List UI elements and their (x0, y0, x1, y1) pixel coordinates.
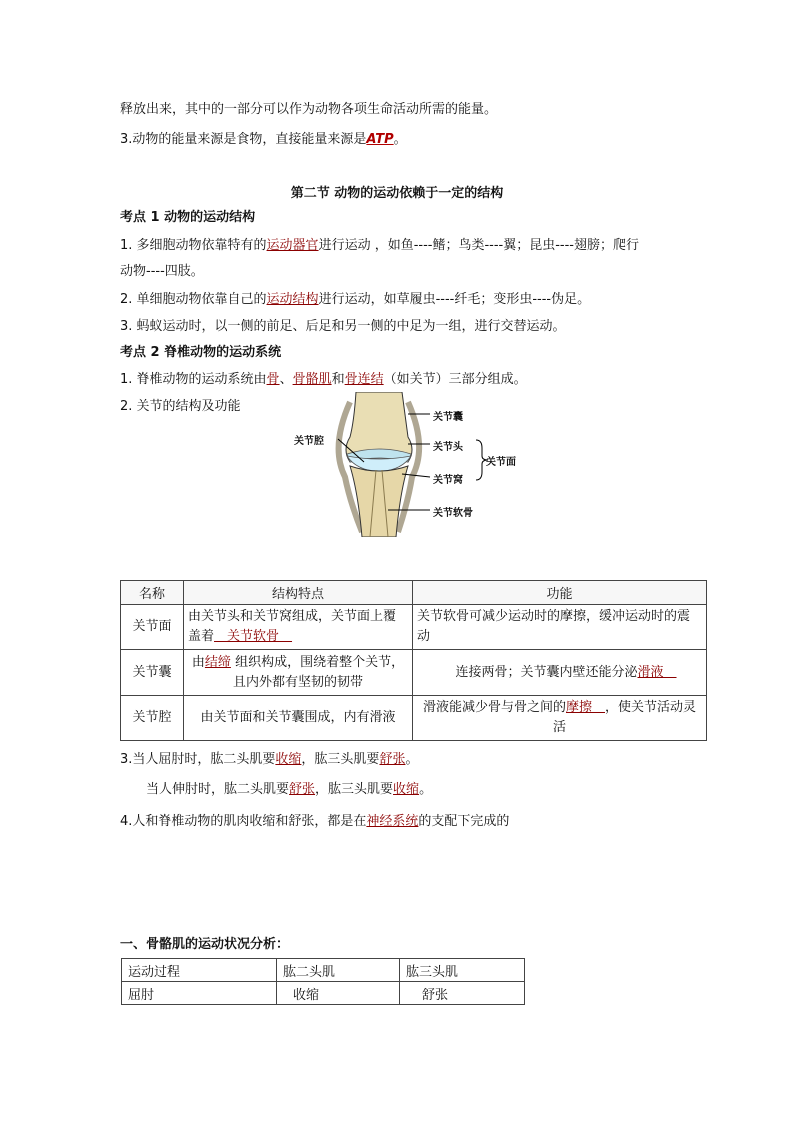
section-title: 第二节 动物的运动依赖于一定的结构 (290, 186, 504, 201)
point1-item1 (120, 236, 639, 256)
keyword-bone-joint: 骨连结 (344, 372, 384, 387)
joint-structure-table (120, 580, 707, 741)
text: 1. 多细胞动物依靠特有的 (120, 238, 267, 253)
keyword-motion-structure: 运动结构 (266, 292, 319, 307)
table-row (121, 696, 707, 741)
intro-line-2 (120, 130, 407, 150)
label-cartilage: 关节软骨 (433, 508, 473, 519)
row-structure (184, 650, 413, 696)
keyword: 舒张 (289, 782, 316, 797)
label-joint-capsule: 关节囊 (433, 412, 463, 423)
analysis-heading: 一、骨骼肌的运动状况分析： (120, 937, 290, 952)
text: （如关节）三部分组成。 (383, 372, 527, 387)
point4-line (120, 812, 509, 832)
text: 2. 单细胞动物依靠自己的 (120, 292, 267, 307)
text: 由关节头和关节窝组成，关节面上覆盖着 (188, 609, 397, 644)
text: 滑液能减少骨与骨之间的 (422, 700, 566, 715)
header-name: 名称 (121, 581, 184, 605)
point2-heading: 考点 2 脊椎动物的运动系统 (120, 345, 282, 360)
joint-diagram (290, 392, 540, 537)
point3-line2 (146, 780, 432, 800)
label-joint-surface: 关节面 (486, 457, 516, 468)
keyword: 收缩 (275, 752, 302, 767)
point1-heading: 考点 1 动物的运动结构 (120, 210, 256, 225)
keyword-connective: 结缔 (204, 654, 231, 670)
keyword: 舒张 (379, 752, 406, 767)
point1-item3: 3. 蚂蚁运动时，以一侧的前足、后足和另一侧的中足为一组，进行交替运动。 (120, 319, 566, 334)
text: 和 (331, 372, 345, 387)
keyword-skeletal-muscle: 骨骼肌 (292, 372, 332, 387)
keyword-motion-organ: 运动器官 (266, 238, 319, 253)
intro-line-1: 释放出来，其中的一部分可以作为动物各项生命活动所需的能量。 (120, 102, 498, 117)
point2-item2: 2. 关节的结构及功能 (120, 399, 241, 414)
header-biceps: 肱二头肌 (277, 959, 400, 982)
text: 进行运动，如草履虫----纤毛；变形虫----伪足。 (318, 292, 591, 307)
text: 、 (279, 372, 293, 387)
point3-line1 (120, 750, 418, 770)
table-header-row (122, 959, 525, 982)
keyword-synovial-fluid: 滑液 (637, 664, 677, 680)
label-joint-cavity: 关节腔 (294, 436, 324, 447)
text: 连接两骨；关节囊内壁还能分泌 (455, 664, 638, 680)
row-function: 关节软骨可减少运动时的摩擦，缓冲运动时的震动 (413, 605, 707, 650)
text: 当人伸肘时，肱二头肌要 (146, 782, 290, 797)
table-header-row (121, 581, 707, 605)
text: 4.人和脊椎动物的肌肉收缩和舒张，都是在 (120, 814, 367, 829)
atp-keyword: ATP (366, 132, 394, 147)
intro-text: 3.动物的能量来源是食物，直接能量来源是 (120, 132, 367, 147)
text: 3.当人屈肘时，肱二头肌要 (120, 752, 276, 767)
text: 由 (191, 654, 205, 670)
muscle-analysis-table (121, 958, 525, 1005)
point2-item1 (120, 370, 527, 390)
header-process: 运动过程 (122, 959, 277, 982)
table-row (122, 982, 525, 1005)
text: 。 (419, 782, 433, 797)
keyword-bone: 骨 (266, 372, 280, 387)
text: 的支配下完成的 (418, 814, 510, 829)
text: 。 (405, 752, 419, 767)
text: 组织构成，围绕着整个关节，且内外都有坚韧的韧带 (230, 654, 405, 690)
header-function: 功能 (413, 581, 707, 605)
row-name: 关节腔 (121, 696, 184, 741)
table-row (121, 650, 707, 696)
text: ，肱三头肌要 (315, 782, 394, 797)
point1-item2 (120, 290, 590, 310)
header-structure: 结构特点 (184, 581, 413, 605)
cell-triceps: 舒张 (400, 982, 525, 1005)
row-structure (184, 605, 413, 650)
row-function (413, 650, 707, 696)
row-name: 关节面 (121, 605, 184, 650)
point1-item1-cont: 动物----四肢。 (120, 264, 204, 279)
table-row (121, 605, 707, 650)
intro-end: 。 (393, 132, 407, 147)
text: 1. 脊椎动物的运动系统由 (120, 372, 267, 387)
text: 进行运动 ，如鱼----鳍；鸟类----翼；昆虫----翅膀；爬行 (318, 238, 639, 253)
keyword: 收缩 (393, 782, 420, 797)
keyword-cartilage: 关节软骨 (214, 629, 293, 644)
row-function (413, 696, 707, 741)
keyword-friction: 摩擦 (565, 700, 605, 715)
keyword-nervous-system: 神经系统 (366, 814, 419, 829)
row-structure: 由关节面和关节囊围成，内有滑液 (184, 696, 413, 741)
label-joint-socket: 关节窝 (433, 475, 463, 486)
label-joint-head: 关节头 (433, 442, 463, 453)
cell-process: 屈肘 (122, 982, 277, 1005)
text: ，肱三头肌要 (301, 752, 380, 767)
cell-biceps: 收缩 (277, 982, 400, 1005)
text: ，使关节活动灵活 (552, 700, 697, 735)
header-triceps: 肱三头肌 (400, 959, 525, 982)
row-name: 关节囊 (121, 650, 184, 696)
